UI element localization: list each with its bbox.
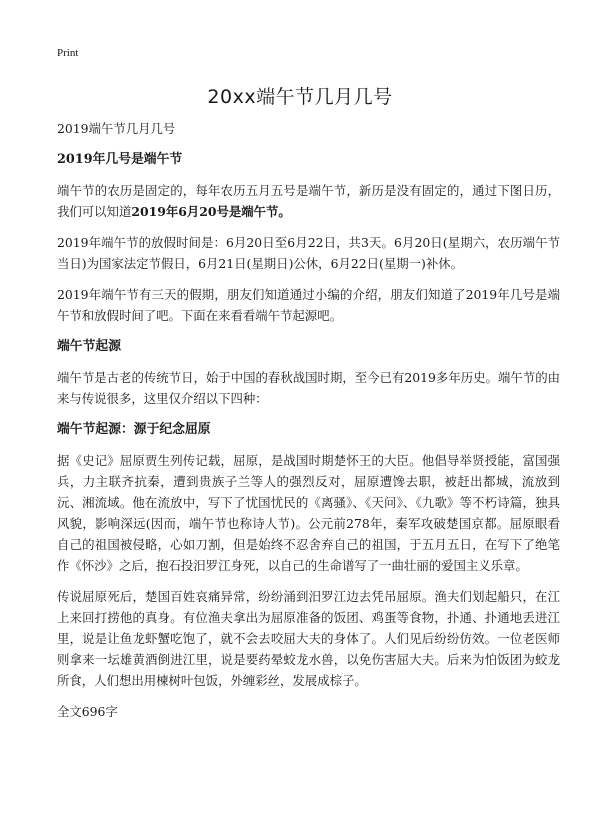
document-title: 20xx端午节几月几号: [207, 86, 393, 108]
section-heading-origin: 端午节起源: [57, 339, 121, 354]
section-heading-quyuan: 端午节起源：源于纪念屈原: [57, 422, 211, 437]
paragraph-holiday-schedule: 2019年端午节的放假时间是：6月20日至6月22日，共3天。6月20日(星期六，农历端午节当日)为国家法定节假日，6月21日(星期日)公休，6月22日(星期一)补休。: [57, 235, 560, 271]
paragraph-date-intro-text: 端午节的农历是固定的，每年农历五月五号是端午节，新历是没有固定的，通过下图日历，我们可以知道: [57, 183, 560, 219]
highlight-date: 2019年6月20号是端午节。: [131, 204, 291, 219]
word-count: 全文696字: [57, 704, 118, 719]
print-label[interactable]: Print: [57, 47, 79, 59]
paragraph-quyuan-legend: 传说屈原死后，楚国百姓哀痛异常，纷纷涌到汨罗江边去凭吊屈原。渔夫们划起船只，在江上来回打捞他的真身。有位渔夫拿出为屈原准备的饭团、鸡蛋等食物，扑通、扑通地丢进江里，说是让鱼龙虾蟹吃饱了，就不会去咬屈大夫的身体了。人们见后纷纷仿效。一位老医师则拿来一坛雄黄酒倒进江里，说是要药晕蛟龙水兽，以免伤害屈大夫。后来为怕饭团为蛟龙所食，人们想出用楝树叶包饭，外缠彩丝，发展成棕子。: [57, 589, 560, 688]
paragraph-origin-intro: 端午节是古老的传统节日，始于中国的春秋战国时期，至今已有2019多年历史。端午节的由来与传说很多，这里仅介绍以下四种：: [57, 370, 560, 406]
paragraph-holiday-summary: 2019年端午节有三天的假期，朋友们知道通过小编的介绍，朋友们知道了2019年几号是端午节和放假时间了吧。下面在来看看端午节起源吧。: [57, 287, 560, 323]
document-subtitle: 2019端午节几月几号: [57, 121, 176, 136]
paragraph-quyuan-history: 据《史记》屈原贾生列传记载，屈原，是战国时期楚怀王的大臣。他倡导举贤授能，富国强兵，力主联齐抗秦，遭到贵族子兰等人的强烈反对，屈原遭馋去职，被赶出都城，流放到沅、湘流域。他在流放中，写下了忧国忧民的《离骚》、《天问》、《九歌》等不朽诗篇，独具风貌，影响深远(因而，端午节也称诗人节)。公元前278年，秦军攻破楚国京都。屈原眼看自己的祖国被侵略，心如刀割，但是始终不忍舍弃自己的祖国，于五月五日，在写下了绝笔作《怀沙》之后，抱石投汨罗江身死，以自己的生命谱写了一曲壮丽的爱国主义乐章。: [57, 453, 560, 573]
document-body: [57, 118, 560, 732]
section-heading-date: 2019年几号是端午节: [57, 152, 183, 167]
paragraph-date-intro: [57, 180, 560, 222]
